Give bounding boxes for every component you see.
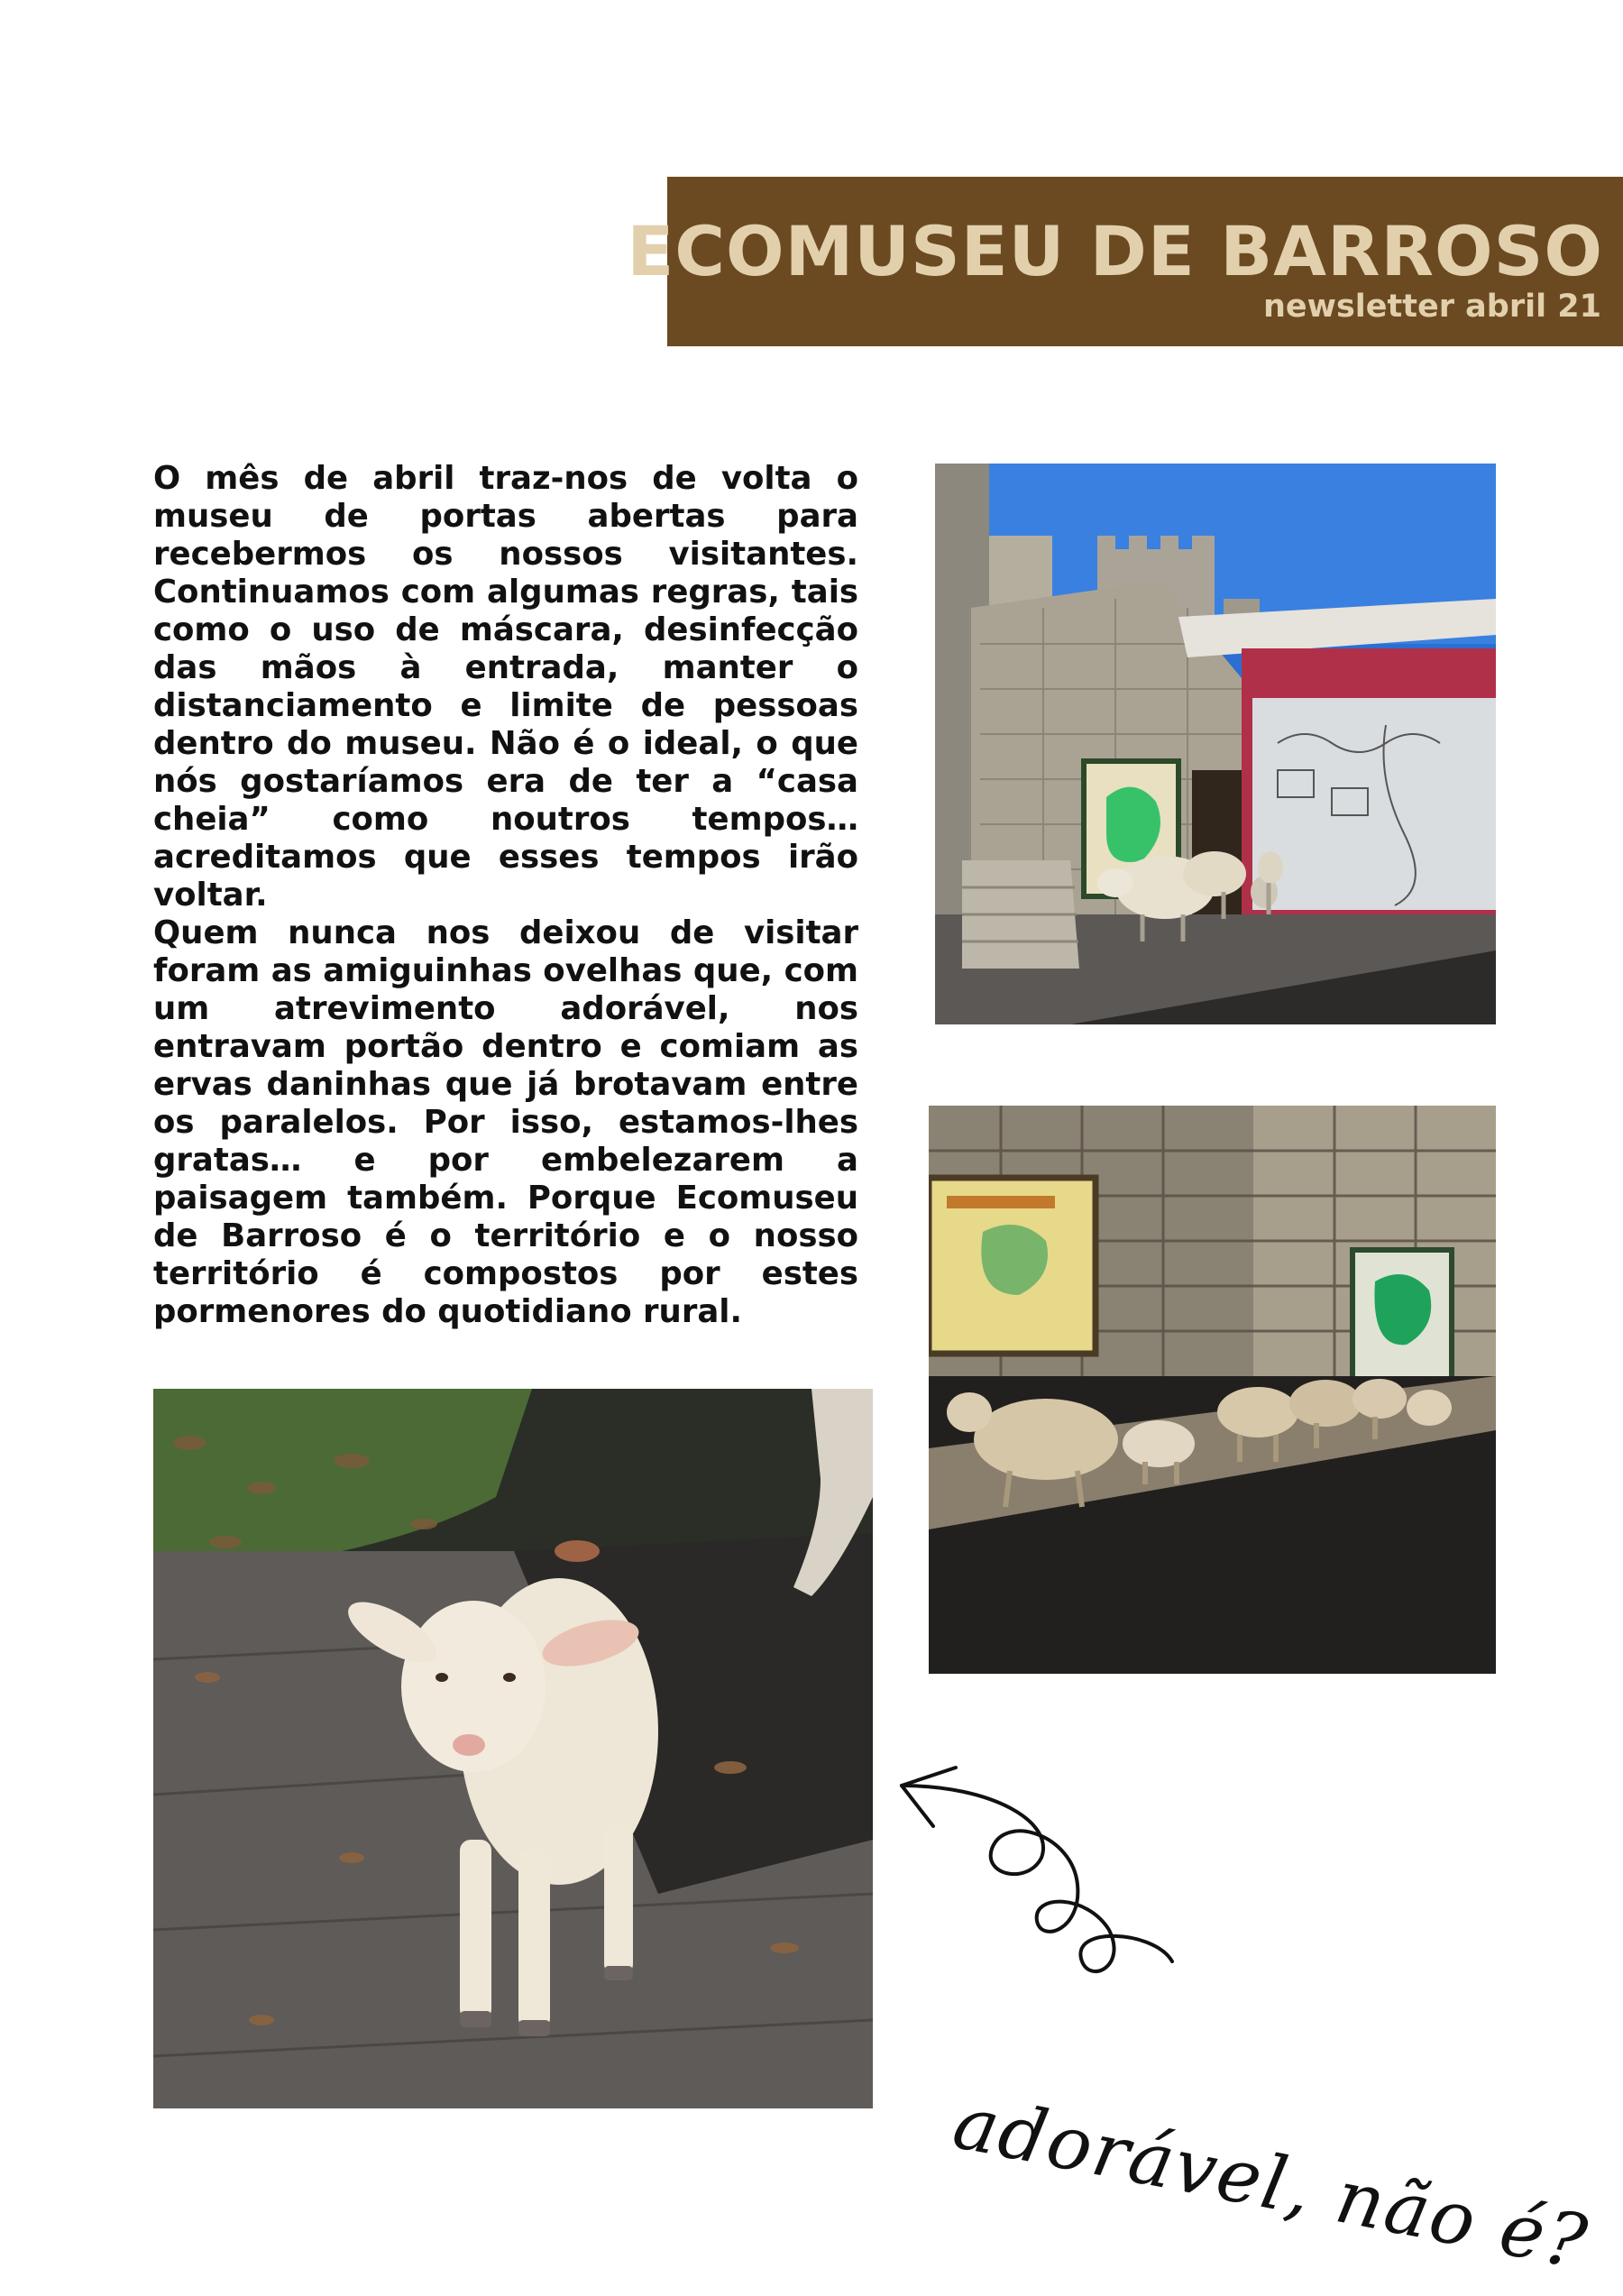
newsletter-header bbox=[627, 177, 1623, 346]
newsletter-title: ECOMUSEU DE BARROSO bbox=[627, 211, 1603, 291]
newsletter-subtitle: newsletter abril 21 bbox=[1262, 289, 1601, 325]
photo-sheep-walking bbox=[929, 1106, 1496, 1674]
article-paragraph-1: O mês de abril traz-nos de volta o museu de portas abertas para recebermos os nossos visitantes. Continuamos com algumas regras, tais como o uso de máscara, desinfecção das mãos à entrada, manter o distanciamento e limite de pessoas dentro do museu. Não é o ideal, o que nós gostaríamos era de ter a “casa cheia” como noutros tempos… acreditamos que esses tempos irão voltar. bbox=[153, 460, 858, 914]
handwritten-caption: adorável, não é? bbox=[946, 2080, 1595, 2287]
photo-museum-entrance bbox=[935, 464, 1496, 1024]
article-paragraph-2: Quem nunca nos deixou de visitar foram as amiguinhas ovelhas que, com um atrevimento adorável, nos entravam portão dentro e comiam as ervas daninhas que já brotavam entre os paralelos. Por isso, estamos-lhes gratas… e por embelezarem a paisagem também. Porque Ecomuseu de Barroso é o território e o nosso território é compostos por estes pormenores do quotidiano rural. bbox=[153, 914, 858, 1330]
photo-lamb-closeup bbox=[153, 1389, 873, 2108]
article-body bbox=[153, 460, 858, 1331]
